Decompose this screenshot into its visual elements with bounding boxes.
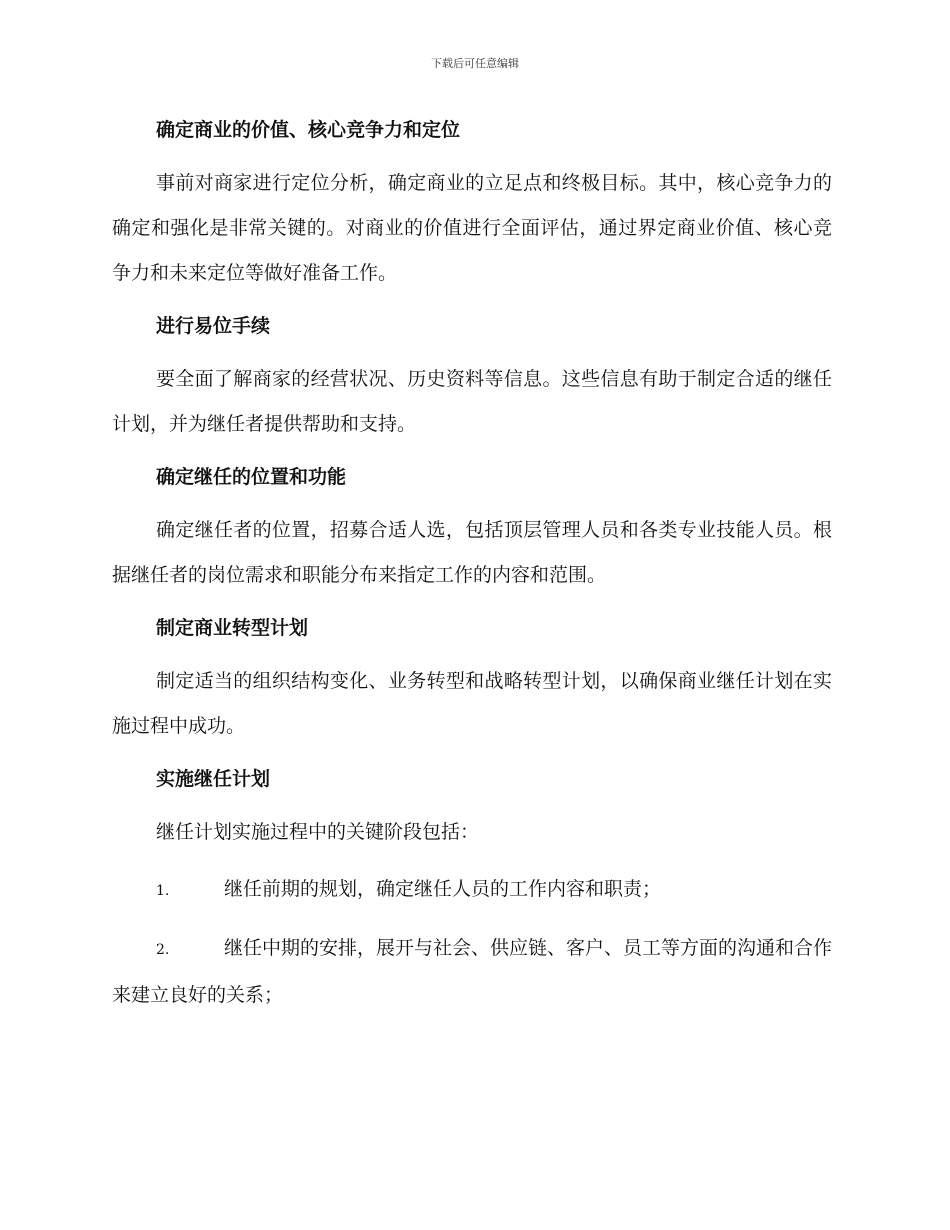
document-body bbox=[112, 110, 832, 1018]
section-paragraph: 事前对商家进行定位分析，确定商业的立足点和终极目标。其中，核心竞争力的确定和强化是非常关键的。对商业的价值进行全面评估，通过界定商业价值、核心竞争力和未来定位等做好准备工作。 bbox=[112, 172, 832, 284]
section-heading: 确定继任的位置和功能 bbox=[156, 466, 347, 488]
list-item bbox=[112, 926, 832, 1018]
section-paragraph: 确定继任者的位置，招募合适人选，包括顶层管理人员和各类专业技能人员。根据继任者的岗位需求和职能分布来指定工作的内容和范围。 bbox=[112, 519, 832, 586]
section-paragraph: 制定适当的组织结构变化、业务转型和战略转型计划，以确保商业继任计划在实施过程中成功。 bbox=[112, 670, 832, 737]
header-note: 下载后可任意编辑 bbox=[431, 57, 519, 70]
list-text: 继任前期的规划，确定继任人员的工作内容和职责； bbox=[224, 878, 662, 900]
section-heading: 制定商业转型计划 bbox=[156, 617, 309, 639]
list-number: 2. bbox=[156, 942, 170, 958]
list-text: 继任中期的安排，展开与社会、供应链、客户、员工等方面的沟通和合作来建立良好的关系； bbox=[112, 937, 833, 1006]
list-number: 1. bbox=[156, 883, 170, 899]
section-heading: 确定商业的价值、核心竞争力和定位 bbox=[156, 119, 461, 141]
section-paragraph: 继任计划实施过程中的关键阶段包括： bbox=[156, 821, 480, 843]
section-heading: 实施继任计划 bbox=[156, 768, 271, 790]
section-paragraph: 要全面了解商家的经营状况、历史资料等信息。这些信息有助于制定合适的继任计划，并为继任者提供帮助和支持。 bbox=[112, 368, 832, 435]
section-heading: 进行易位手续 bbox=[156, 315, 271, 337]
list-item bbox=[112, 867, 832, 914]
